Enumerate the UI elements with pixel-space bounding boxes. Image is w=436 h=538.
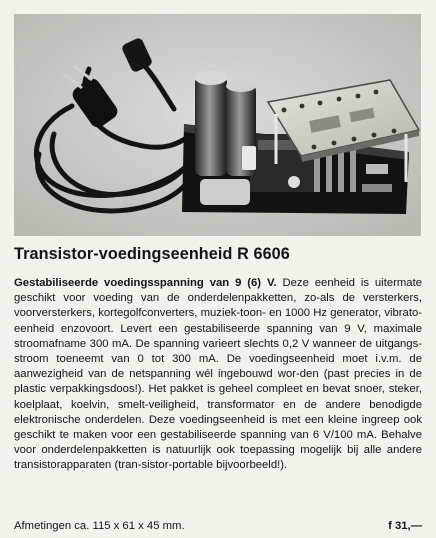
price-label: f 31,— [388,520,422,532]
article-title: Transistor-voedingseenheid R 6606 [14,245,290,263]
product-photo [14,14,421,236]
article-lead: Gestabiliseerde voedingsspanning van 9 (6) V. [14,277,277,289]
article-body [14,276,422,474]
power-supply-image [14,14,421,236]
article-text: Deze eenheid is uitermate geschikt voor voeding van de onderdelenpakketten, zo-als de versterkers, voorversterkers, kortegolfconverters, muziek-toon- en 1000 Hz generator, vibrato-eenheid enzovoort. Levert een gestabiliseerde spanning van 9 V, maximale stroomafname 300 mA. De spanning varieert slechts 0,2 V wanneer de uitgangs-stroom toeneemt van 0 tot 300 mA. De voedingseenheid moet i.v.m. de aanwezigheid van de netspanning wél ingebouwd wor-den (past precies in de plastic verpakkingsdoos!). Het pakket is geheel compleet en bevat snoer, steker, koelplaat, koelvin, smelt-veiligheid, transformator en de andere benodigde elektronische onderdelen. Deze voedingseenheid is met een kleine ingreep ook geschikt te maken voor een gestabiliseerde spanning van 6 V/100 mA. Behalve voor onderdelenpakketten is natuurlijk ook toepassing mogelijk bij alle andere transistorapparaten (tran-sistor-portable bijvoorbeeld!). [14,277,422,472]
article-footer [14,519,422,535]
dimensions-text: Afmetingen ca. 115 x 61 x 45 mm. [14,520,185,532]
